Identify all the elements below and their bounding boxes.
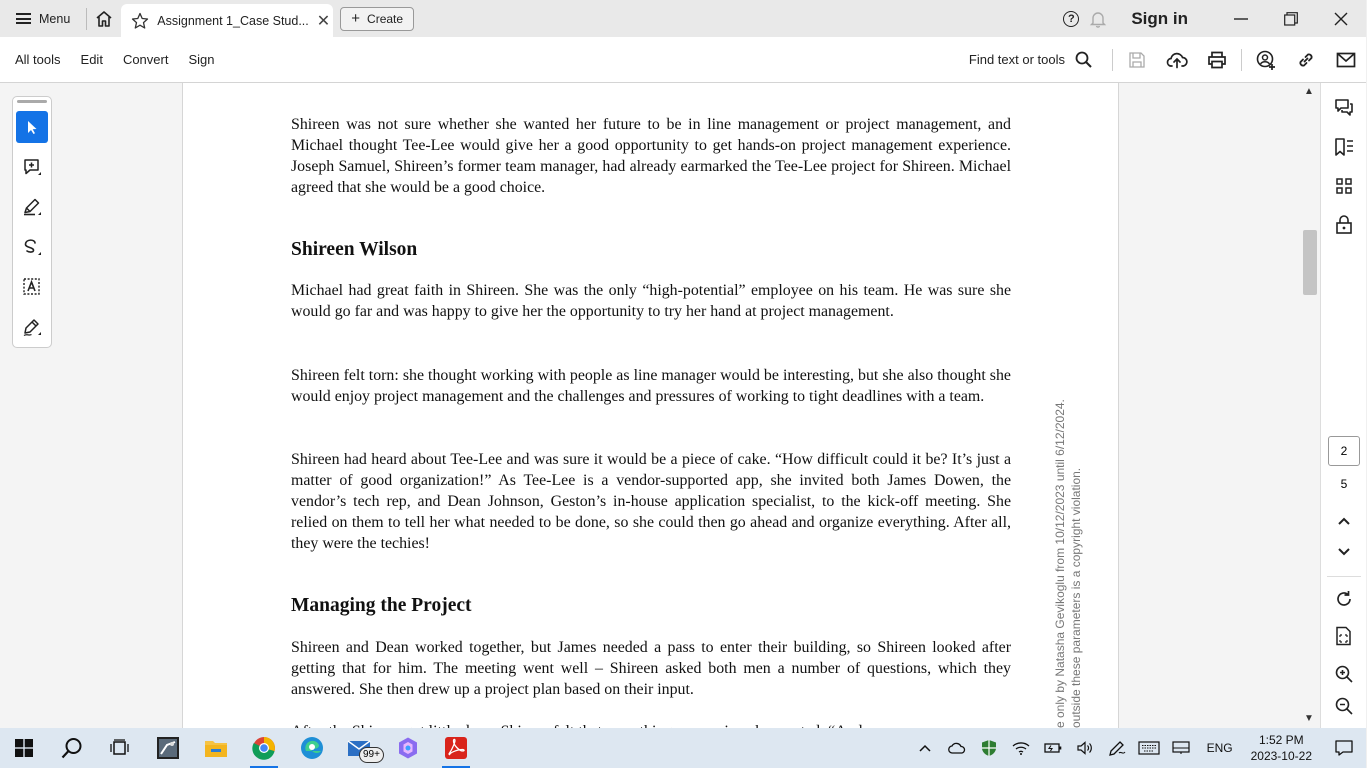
image-app-icon <box>156 736 180 760</box>
paragraph: Shireen and Dean worked together, but James needed a pass to enter their building, so Shireen looked after getting that for him. The meeting went well – Shireen asked both men a number of questions, which they answered. She then drew up a project plan based on their input. <box>291 639 1011 698</box>
text-field-tool[interactable] <box>16 271 48 303</box>
edge-icon <box>300 736 324 760</box>
paragraph: Michael had great faith in Shireen. She was the only “high-potential” employee on his team. He was sure she would go far and was happy to give her the opportunity to try her hand at project management. <box>291 282 1011 320</box>
restore-button[interactable] <box>1266 0 1316 37</box>
divider <box>1327 576 1361 577</box>
minimize-icon <box>1234 12 1248 26</box>
mail-icon <box>1336 52 1356 68</box>
upload-cloud-button[interactable] <box>1157 37 1197 83</box>
chevron-up-icon <box>1337 516 1351 526</box>
total-pages: 5 <box>1340 477 1348 491</box>
onedrive-tray-icon[interactable] <box>941 728 973 768</box>
windows-taskbar <box>0 728 1366 768</box>
share-people-button[interactable] <box>1246 37 1286 83</box>
zoom-in-icon <box>1335 665 1353 683</box>
search-icon <box>61 737 83 759</box>
highlight-tool[interactable] <box>16 191 48 223</box>
refresh-button[interactable] <box>1332 587 1356 611</box>
clock[interactable] <box>1251 732 1312 764</box>
previous-page-button[interactable] <box>1332 509 1356 533</box>
title-bar <box>0 0 1366 37</box>
minimize-button[interactable] <box>1216 0 1266 37</box>
windows-logo-icon <box>15 739 33 757</box>
save-icon <box>1128 51 1146 69</box>
system-tray <box>909 728 1366 768</box>
menu-convert[interactable]: Convert <box>122 52 169 67</box>
mail-badge: 99+ <box>359 747 384 763</box>
scrollbar-thumb[interactable] <box>1303 230 1317 295</box>
menu-button[interactable] <box>0 0 86 37</box>
wifi-icon <box>1012 741 1030 755</box>
task-view-icon <box>110 739 130 757</box>
section-heading: Shireen Wilson <box>291 239 418 260</box>
zoom-out-icon <box>1335 697 1353 715</box>
wifi-tray-icon[interactable] <box>1005 728 1037 768</box>
close-window-button[interactable] <box>1316 0 1366 37</box>
main-toolbar <box>0 37 1366 83</box>
print-button[interactable] <box>1197 37 1237 83</box>
page-fit-icon <box>1335 626 1353 646</box>
chrome-icon <box>252 736 276 760</box>
close-tab-icon[interactable]: ✕ <box>316 12 331 30</box>
battery-tray-icon[interactable] <box>1037 728 1069 768</box>
paragraph: Shireen had heard about Tee-Lee and was sure it would be a piece of cake. “How difficult could it be? It’s just a matter of good organization!” As Tee-Lee is a vendor-supported app, she invited both James Dowen, the vendor’s tech rep, and Dean Johnson, Geston’s in-house application specialist, to the kick-off meeting. She relied on them to tell her what needed to be done, so she could then go ahead and organize everything. After all, they were the techies! <box>291 451 1011 552</box>
display-tray-icon[interactable] <box>1165 728 1197 768</box>
vertical-scrollbar[interactable] <box>1300 83 1320 728</box>
find-tools-button[interactable] <box>969 51 1108 68</box>
hamburger-icon <box>16 13 31 24</box>
notifications-button[interactable] <box>1322 728 1366 768</box>
task-view-button[interactable] <box>96 728 144 768</box>
taskbar-app-file-explorer[interactable] <box>192 728 240 768</box>
comment-bubbles-icon <box>1334 98 1354 118</box>
pen-tray-icon[interactable] <box>1101 728 1133 768</box>
cloud-upload-icon <box>1166 51 1188 69</box>
add-user-icon <box>1256 50 1276 70</box>
taskbar-app-chrome[interactable] <box>240 728 288 768</box>
draw-tool[interactable] <box>16 231 48 263</box>
create-button[interactable] <box>340 7 414 31</box>
tab-title: Assignment 1_Case Stud... <box>157 13 309 28</box>
divider <box>1112 49 1113 71</box>
acrobat-icon <box>444 736 468 760</box>
link-icon <box>1296 50 1316 70</box>
copy-link-button[interactable] <box>1286 37 1326 83</box>
scroll-up-arrow-icon[interactable]: ▲ <box>1304 86 1314 97</box>
keyboard-icon <box>1138 741 1160 755</box>
pen-icon <box>1108 740 1126 756</box>
next-page-button[interactable] <box>1332 540 1356 564</box>
grid-icon <box>1336 178 1352 194</box>
volume-tray-icon[interactable] <box>1069 728 1101 768</box>
refresh-icon <box>1335 590 1353 608</box>
plus-icon: + <box>351 10 361 27</box>
menu-edit[interactable]: Edit <box>80 52 103 67</box>
cursor-arrow-icon <box>24 119 40 135</box>
bookmarks-panel-button[interactable] <box>1332 135 1356 159</box>
notification-icon <box>1335 740 1353 756</box>
document-tab[interactable] <box>121 4 333 37</box>
taskbar-app-photos[interactable] <box>144 728 192 768</box>
zoom-out-button[interactable] <box>1332 694 1356 718</box>
start-button[interactable] <box>0 728 48 768</box>
page-size-button[interactable] <box>1332 624 1356 648</box>
show-hidden-icons-button[interactable] <box>909 728 941 768</box>
highlighter-icon <box>22 197 42 217</box>
search-icon <box>1075 51 1092 68</box>
page-number-input[interactable]: 2 <box>1328 436 1360 466</box>
help-icon[interactable]: ? <box>1063 11 1079 27</box>
quick-tools-palette <box>12 96 52 348</box>
sign-tool[interactable] <box>16 311 48 343</box>
chevron-up-icon <box>919 744 931 752</box>
watermark-line: outside these parameters is a copyright violation. <box>1068 467 1083 728</box>
protect-panel-button[interactable] <box>1332 213 1356 237</box>
touch-keyboard-tray-icon[interactable] <box>1133 728 1165 768</box>
add-comment-icon <box>22 157 42 177</box>
lock-icon <box>1335 215 1353 235</box>
speaker-icon <box>1077 741 1093 755</box>
create-label: Create <box>367 11 404 26</box>
restore-icon <box>1284 12 1298 26</box>
text-box-icon <box>22 277 42 297</box>
paragraph: Shireen was not sure whether she wanted her future to be in line management or project management, and Michael thought Tee-Lee would give her a good opportunity to get hands-on project management experience. Joseph Samuel, Shireen’s former team manager, had already earmarked the Tee-Lee project for Shireen. Michael agreed that she would be a good choice. <box>291 116 1011 196</box>
sign-in-link[interactable]: Sign in <box>1131 8 1188 28</box>
signature-pen-icon <box>22 317 42 337</box>
save-button[interactable] <box>1117 37 1157 83</box>
right-gutter <box>1118 83 1300 728</box>
scroll-down-arrow-icon[interactable]: ▼ <box>1304 713 1314 724</box>
document-viewer[interactable] <box>183 83 1118 728</box>
monitor-icon <box>1172 741 1190 755</box>
folder-icon <box>204 738 228 758</box>
clock-time: 1:52 PM <box>1258 733 1304 747</box>
taskbar-app-mail[interactable] <box>336 728 384 768</box>
security-tray-icon[interactable] <box>973 728 1005 768</box>
copilot-icon <box>396 736 420 760</box>
menu-label: Menu <box>39 11 71 26</box>
thumbnails-panel-button[interactable] <box>1332 174 1356 198</box>
taskbar-app-acrobat[interactable] <box>432 728 480 768</box>
right-rail <box>1320 83 1366 728</box>
palette-grip[interactable] <box>17 100 47 103</box>
copyright-watermark <box>1053 383 1087 728</box>
taskbar-app-edge[interactable] <box>288 728 336 768</box>
email-button[interactable] <box>1326 37 1366 83</box>
bell-icon[interactable] <box>1089 10 1107 28</box>
select-tool[interactable] <box>16 111 48 143</box>
find-label: Find text or tools <box>968 52 1065 67</box>
comment-tool[interactable] <box>16 151 48 183</box>
zoom-in-button[interactable] <box>1332 662 1356 686</box>
watermark-line: e only by Natasha Gevikoglu from 10/12/2023 until 6/12/2024. <box>1053 399 1067 728</box>
menu-sign[interactable]: Sign <box>188 52 215 67</box>
language-indicator[interactable]: ENG <box>1206 741 1233 755</box>
freehand-draw-icon <box>22 237 42 257</box>
chevron-down-icon <box>1337 547 1351 557</box>
bookmark-list-icon <box>1334 137 1354 157</box>
cloud-icon <box>948 742 966 754</box>
menu-all-tools[interactable]: All tools <box>15 52 61 67</box>
clock-date: 2023-10-22 <box>1250 749 1312 763</box>
home-button[interactable] <box>87 0 121 37</box>
taskbar-search-button[interactable] <box>48 728 96 768</box>
star-icon[interactable] <box>131 12 149 30</box>
paragraph: Shireen felt torn: she thought working with people as line manager would be interesting, but she also thought she would enjoy project management and the challenges and pressures of working to tight deadlines with a team. <box>291 367 1011 405</box>
home-icon <box>95 10 113 28</box>
battery-charging-icon <box>1044 742 1062 754</box>
divider <box>1241 49 1242 71</box>
left-panel <box>0 83 183 728</box>
taskbar-app-copilot[interactable] <box>384 728 432 768</box>
section-heading: Managing the Project <box>291 595 472 616</box>
shield-icon <box>981 739 997 757</box>
printer-icon <box>1207 51 1227 69</box>
comments-panel-button[interactable] <box>1332 96 1356 120</box>
close-icon <box>1334 12 1348 26</box>
